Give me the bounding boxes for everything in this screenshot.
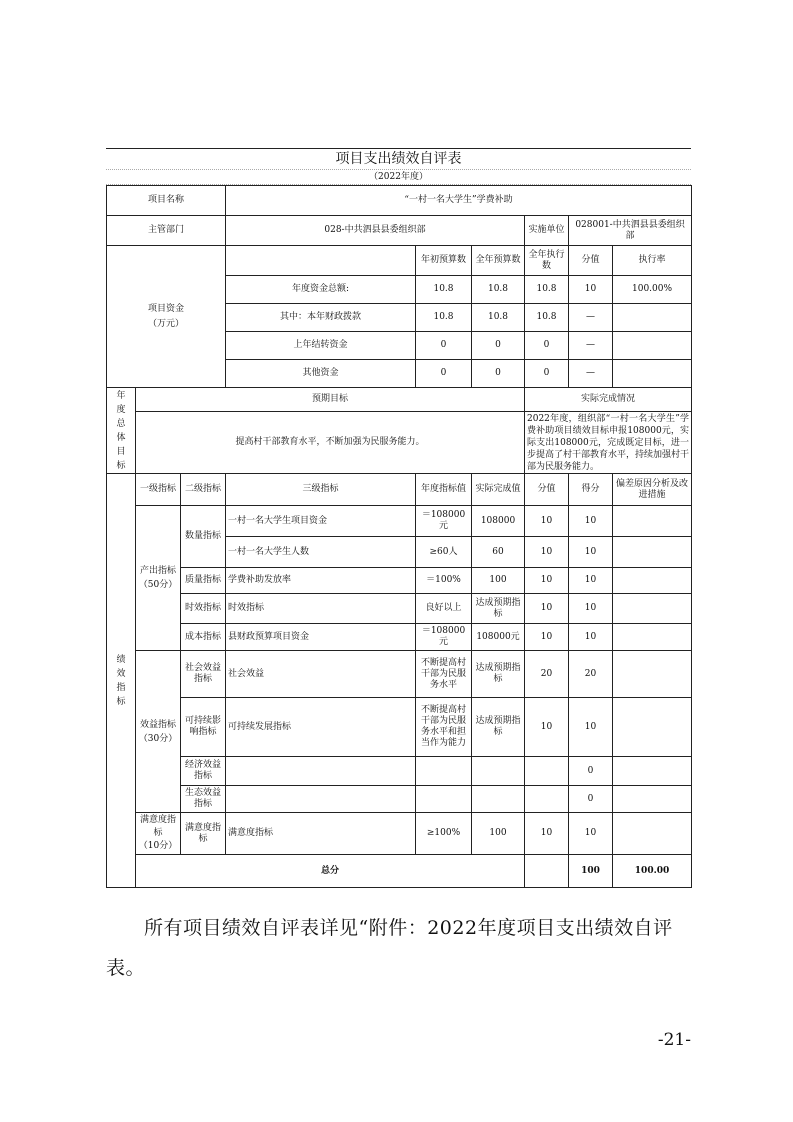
funds-row-score-value: —: [569, 304, 613, 332]
funds-row-score-value: —: [569, 360, 613, 388]
perf-group-benefit: 效益指标 （30分）: [136, 651, 181, 813]
funds-row-initial: 10.8: [416, 276, 472, 304]
sheet-title: 项目支出绩效自评表: [106, 148, 691, 169]
department-label: 主管部门: [107, 216, 226, 246]
perf-score-value: [525, 757, 569, 786]
perf-level3: 时效指标: [226, 594, 416, 624]
funds-row-rate: [613, 360, 692, 388]
perf-target: [416, 786, 472, 813]
table-row: [107, 757, 692, 786]
perf-actual: 108000元: [472, 624, 525, 651]
perf-score-value: 10: [525, 537, 569, 568]
perf-score-value: 20: [525, 651, 569, 698]
perf-analysis: [613, 698, 692, 757]
perf-level2: 质量指标: [181, 568, 226, 594]
table-row: [107, 786, 692, 813]
perf-score: 10: [569, 813, 613, 855]
perf-actual: 108000: [472, 506, 525, 537]
perf-analysis: [613, 757, 692, 786]
goals-actual-header: 实际完成情况: [525, 388, 692, 412]
perf-analysis: [613, 813, 692, 855]
perf-header-score: 得分: [569, 474, 613, 506]
perf-score-value: 10: [525, 813, 569, 855]
perf-header-actual: 实际完成值: [472, 474, 525, 506]
perf-score-value: [525, 786, 569, 813]
perf-level3: 一村一名大学生项目资金: [226, 506, 416, 537]
funds-row-annual: 0: [472, 332, 525, 360]
perf-level2: 生态效益指标: [181, 786, 226, 813]
funds-header-initial: 年初预算数: [416, 246, 472, 276]
funds-row-executed: 10.8: [525, 276, 569, 304]
appendix-paragraph: 所有项目绩效自评表详见“附件：2022年度项目支出绩效自评表。: [106, 917, 673, 979]
perf-analysis: [613, 786, 692, 813]
total-blank: [525, 855, 569, 888]
perf-actual: 100: [472, 568, 525, 594]
goals-expected-header: 预期目标: [136, 388, 525, 412]
perf-header-row: [107, 474, 692, 506]
funds-row-rate: 100.00%: [613, 276, 692, 304]
perf-score-value: 10: [525, 698, 569, 757]
unit-value: 028001-中共泗县县委组织部: [569, 216, 692, 246]
project-name-value: “一村一名大学生”学费补助: [226, 186, 692, 216]
perf-group-output: 产出指标 （50分）: [136, 506, 181, 651]
page-number: -21-: [657, 1030, 691, 1050]
perf-analysis: [613, 506, 692, 537]
table-row: [107, 813, 692, 855]
funds-row-label: 其他资金: [226, 360, 416, 388]
perf-score: 10: [569, 506, 613, 537]
perf-label: 绩效指标: [107, 474, 136, 888]
funds-row-score-value: 10: [569, 276, 613, 304]
goals-label: 年度总体目标: [107, 388, 136, 474]
perf-level2: 时效指标: [181, 594, 226, 624]
funds-row-annual: 0: [472, 360, 525, 388]
perf-analysis: [613, 568, 692, 594]
funds-row-label: 上年结转资金: [226, 332, 416, 360]
funds-header-executed: 全年执行数: [525, 246, 569, 276]
perf-level2: 经济效益指标: [181, 757, 226, 786]
perf-header-score-value: 分值: [525, 474, 569, 506]
perf-score: 10: [569, 594, 613, 624]
goals-header-row: [107, 388, 692, 412]
perf-level2: 社会效益指标: [181, 651, 226, 698]
perf-score-value: 10: [525, 568, 569, 594]
perf-actual: 60: [472, 537, 525, 568]
perf-level3: [226, 757, 416, 786]
perf-level2: 成本指标: [181, 624, 226, 651]
table-row: [107, 594, 692, 624]
funds-row-executed: 10.8: [525, 304, 569, 332]
perf-score-value: 10: [525, 624, 569, 651]
perf-target: ＝108000元: [416, 506, 472, 537]
funds-row-rate: [613, 332, 692, 360]
perf-analysis: [613, 594, 692, 624]
perf-level3: 学费补助发放率: [226, 568, 416, 594]
table-row: [107, 568, 692, 594]
perf-score: 10: [569, 698, 613, 757]
perf-level2: 可持续影响指标: [181, 698, 226, 757]
perf-actual: 100: [472, 813, 525, 855]
perf-actual: 达成预期指标: [472, 698, 525, 757]
table-row: [107, 698, 692, 757]
perf-level3: 社会效益: [226, 651, 416, 698]
funds-row-initial: 0: [416, 332, 472, 360]
funds-row-initial: 10.8: [416, 304, 472, 332]
perf-score: 10: [569, 568, 613, 594]
funds-row-annual: 10.8: [472, 304, 525, 332]
funds-row-executed: 0: [525, 360, 569, 388]
perf-score: 0: [569, 786, 613, 813]
goals-content-row: [107, 412, 692, 474]
total-score: 100.00: [613, 855, 692, 888]
perf-group-satisfaction: 满意度指标 （10分）: [136, 813, 181, 855]
perf-header-target: 年度指标值: [416, 474, 472, 506]
project-name-label: 项目名称: [107, 186, 226, 216]
perf-target: ≥100%: [416, 813, 472, 855]
total-row: [107, 855, 692, 888]
perf-level2: 数量指标: [181, 506, 226, 568]
perf-header-level1: 一级指标: [136, 474, 181, 506]
perf-score: 0: [569, 757, 613, 786]
perf-level3: 一村一名大学生人数: [226, 537, 416, 568]
table-row: [107, 624, 692, 651]
goals-expected: 提高村干部教育水平，不断加强为民服务能力。: [136, 412, 525, 474]
perf-score-value: 10: [525, 594, 569, 624]
perf-level3: 满意度指标: [226, 813, 416, 855]
perf-level3: 县财政预算项目资金: [226, 624, 416, 651]
perf-header-level2: 二级指标: [181, 474, 226, 506]
funds-row-label: 年度资金总额:: [226, 276, 416, 304]
funds-header-blank: [226, 246, 416, 276]
table-row: [107, 651, 692, 698]
perf-target: ≥60人: [416, 537, 472, 568]
sheet-year: （2022年度）: [106, 169, 691, 185]
perf-header-level3: 三级指标: [226, 474, 416, 506]
perf-target: 良好以上: [416, 594, 472, 624]
perf-target: ＝108000元: [416, 624, 472, 651]
perf-actual: 达成预期指标: [472, 651, 525, 698]
table-row: [107, 506, 692, 537]
funds-row-rate: [613, 304, 692, 332]
perf-level2: 满意度指标: [181, 813, 226, 855]
funds-row-score-value: —: [569, 332, 613, 360]
funds-row-label: 其中：本年财政拨款: [226, 304, 416, 332]
perf-analysis: [613, 537, 692, 568]
perf-score-value: 10: [525, 506, 569, 537]
unit-label: 实施单位: [525, 216, 569, 246]
perf-analysis: [613, 651, 692, 698]
funds-header-annual: 全年预算数: [472, 246, 525, 276]
performance-evaluation-sheet: [106, 148, 691, 888]
perf-target: ＝100%: [416, 568, 472, 594]
perf-header-analysis: 偏差原因分析及改进措施: [613, 474, 692, 506]
funds-label: 项目资金 （万元）: [107, 246, 226, 388]
funds-header-rate: 执行率: [613, 246, 692, 276]
perf-score: 10: [569, 537, 613, 568]
perf-score: 20: [569, 651, 613, 698]
perf-actual: [472, 786, 525, 813]
department-row: [107, 216, 692, 246]
project-name-row: [107, 186, 692, 216]
perf-level3: 可持续发展指标: [226, 698, 416, 757]
perf-actual: [472, 757, 525, 786]
funds-row-initial: 0: [416, 360, 472, 388]
total-score-value: 100: [569, 855, 613, 888]
perf-score: 10: [569, 624, 613, 651]
goals-actual: 2022年度，组织部“一村一名大学生”学费补助项目绩效目标申报108000元，实际支出108000元，完成既定目标，进一步提高了村干部教育水平，持续加强村干部为民服务能力。: [525, 412, 692, 474]
funds-header-row: [107, 246, 692, 276]
evaluation-table: [106, 185, 692, 888]
perf-actual: 达成预期指标: [472, 594, 525, 624]
funds-row-annual: 10.8: [472, 276, 525, 304]
department-value: 028-中共泗县县委组织部: [226, 216, 525, 246]
perf-target: 不断提高村干部为民服务水平: [416, 651, 472, 698]
perf-target: 不断提高村干部为民服务水平和担当作为能力: [416, 698, 472, 757]
perf-target: [416, 757, 472, 786]
funds-row-executed: 0: [525, 332, 569, 360]
perf-level3: [226, 786, 416, 813]
perf-analysis: [613, 624, 692, 651]
funds-header-score-value: 分值: [569, 246, 613, 276]
total-label: 总分: [136, 855, 525, 888]
